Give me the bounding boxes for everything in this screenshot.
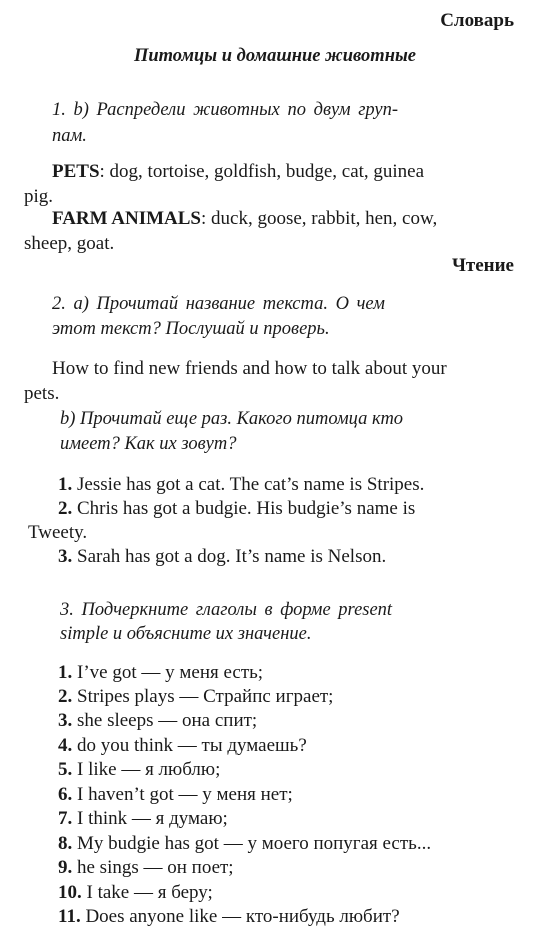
item-number: 3. [58,546,73,567]
pets-line-1 [52,160,424,184]
pets-label: PETS [52,161,100,182]
item-text: he sings — он поет; [72,857,234,878]
answer-2b-item-3 [58,546,386,568]
section-header-reading: Чтение [451,255,514,276]
item-number: 2. [58,498,73,519]
answer-3-item-4 [58,735,307,757]
item-number: 6. [58,784,73,805]
item-number: 7. [58,808,73,829]
item-text: she sleeps — она спит; [72,710,258,731]
farm-list: : duck, goose, rabbit, hen, cow, [201,208,438,229]
item-text: Does anyone like — кто-нибудь любит? [80,906,400,927]
answer-3-item-2 [58,686,333,708]
pets-line-2: pig. [24,186,54,207]
answer-3-item-8 [58,833,431,855]
answer-3-item-1 [58,662,263,684]
answer-2b-item-2 [58,498,415,520]
item-number: 9. [58,857,73,878]
item-text: I like — я люблю; [72,759,221,780]
farm-label: FARM ANIMALS [52,208,202,229]
farm-line-1 [52,207,437,231]
answer-2a-line-1: How to find new friends and how to talk about your [52,358,447,379]
item-text: I think — я думаю; [72,808,228,829]
answer-3-item-9 [58,857,234,879]
section-header-vocabulary: Словарь [440,10,514,31]
item-number: 10. [58,882,82,903]
item-number: 2. [58,686,73,707]
item-number: 5. [58,759,73,780]
answer-3-item-11 [58,906,400,928]
item-number: 11. [58,906,81,927]
item-text: Jessie has got a cat. The cat’s name is Stripes. [72,474,425,495]
task-3-line-1: 3. Подчеркните глаголы в форме present [60,600,393,620]
item-text: Stripes plays — Страйпс играет; [72,686,334,707]
answer-2b-item-1 [58,474,424,496]
answer-3-item-10 [58,882,213,904]
answer-3-item-3 [58,710,257,732]
item-text: My budgie has got — у моего попугая есть... [72,833,432,854]
item-text: I haven’t got — у меня нет; [72,784,293,805]
answer-2b-item-2-continuation: Tweety. [28,522,88,543]
task-2a-line-1: 2. a) Прочитай название текста. О чем [52,294,385,314]
answer-3-item-6 [58,784,293,806]
task-2a-line-2: этот текст? Послушай и проверь. [52,319,330,339]
item-number: 1. [58,474,73,495]
item-text: Sarah has got a dog. It’s name is Nelson. [72,546,387,567]
pets-list: : dog, tortoise, goldfish, budge, cat, guinea [99,161,425,182]
task-2b-line-2: имеет? Как их зовут? [60,434,237,454]
answer-2a-line-2: pets. [24,383,60,404]
topic-title: Питомцы и домашние животные [133,46,417,66]
task-2b-line-1: b) Прочитай еще раз. Какого питомца кто [60,409,404,429]
task-3-line-2: simple и объясните их значение. [60,624,312,644]
answer-3-item-7 [58,808,228,830]
item-text: do you think — ты думаешь? [72,735,307,756]
item-text: I take — я беру; [81,882,213,903]
item-number: 8. [58,833,73,854]
item-number: 4. [58,735,73,756]
item-number: 1. [58,662,73,683]
item-number: 3. [58,710,73,731]
answer-3-item-5 [58,759,220,781]
task-1-line-1: 1. b) Распредели животных по двум груп- [52,100,399,120]
item-text: Chris has got a budgie. His budgie’s name is [72,498,416,519]
task-1-line-2: пам. [52,126,87,146]
farm-line-2: sheep, goat. [24,233,115,254]
item-text: I’ve got — у меня есть; [72,662,264,683]
